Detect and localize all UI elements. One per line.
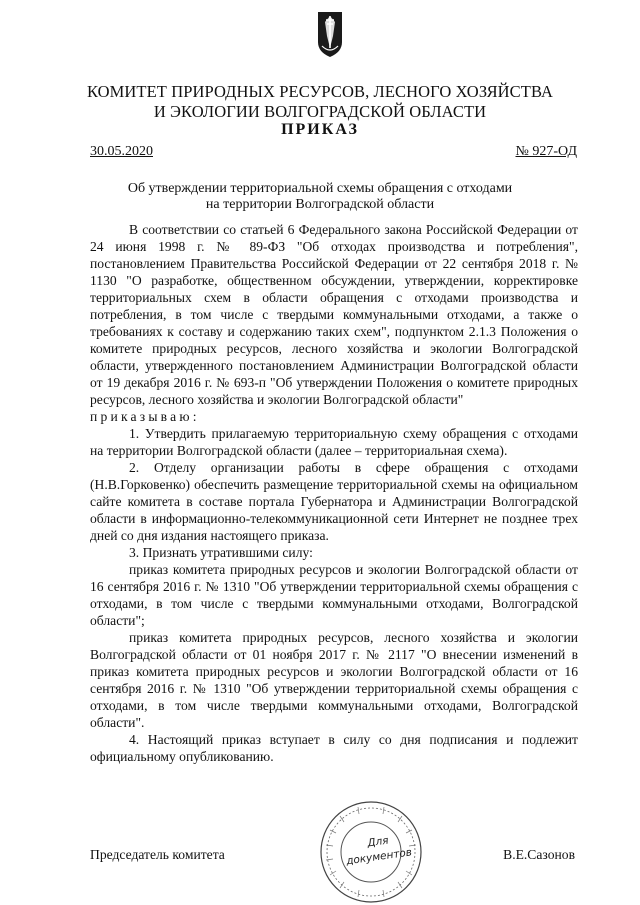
subject-line1: Об утверждении территориальной схемы обращения с отходами [127, 181, 513, 196]
signatory-position: Председатель комитета [90, 847, 225, 862]
document-type: ПРИКАЗ [281, 121, 359, 138]
organization-name-line2: И ЭКОЛОГИИ ВОЛГОГРАДСКОЙ ОБЛАСТИ [153, 102, 487, 121]
document-number: № 927-ОД [515, 144, 577, 159]
order-item-3: 3. Признать утратившими силу: [129, 545, 313, 560]
subject-line2: на территории Волгоградской области [205, 197, 435, 212]
organization-name-line1: КОМИТЕТ ПРИРОДНЫХ РЕСУРСОВ, ЛЕСНОГО ХОЗЯЙСТВА [86, 82, 554, 101]
document-body [90, 221, 578, 765]
stamp-text-line1: Для [366, 834, 390, 850]
order-item-1: 1. Утвердить прилагаемую территориальную схему обращения с отходами на территории Волгоградской области (далее – территориальная схема). [90, 426, 578, 458]
document-date: 30.05.2020 [90, 144, 153, 159]
stamp-text-line2: документов [345, 846, 413, 868]
order-item-3b: приказ комитета природных ресурсов, лесного хозяйства и экологии Волгоградской области от 01 ноября 2017 г. № 2117 "О внесении изменений в приказ комитета природных ресурсов и экологии Волгоградской области от 16 сентября 2016 г. № 1310 "Об утверждении территориальной схемы обращения с отходами, в том числе твердыми коммунальными отходами, Волгоградской области". [90, 630, 578, 730]
coat-of-arms-icon [316, 10, 344, 58]
preamble-paragraph: В соответствии со статьей 6 Федерального закона Российской Федерации от 24 июня 1998 г. № 89-ФЗ "Об отходах производства и потребления", постановлением Правительства Российской Федерации от 22 сентября 2018 г. № 1130 "О разработке, общественном обсуждении, утверждении, корректировке территориальных схем в области обращения с отходами производства и потребления, в том числе с твердыми коммунальными отходами, а также о требованиях к составу и содержанию таких схем", подпунктом 2.1.3 Положения о комитете природных ресурсов, лесного хозяйства и экологии Волгоградской области, утвержденного постановлением Администрации Волгоградской области от 19 декабря 2016 г. № 693-п "Об утверждении Положения о комитете природных ресурсов, лесного хозяйства и экологии Волгоградской области" [90, 222, 578, 407]
order-item-4: 4. Настоящий приказ вступает в силу со дня подписания и подлежит официальному опубликованию. [90, 732, 578, 764]
signatory-name: В.Е.Сазонов [503, 847, 575, 862]
order-item-2: 2. Отделу организации работы в сфере обращения с отходами (Н.В.Горковенко) обеспечить размещение территориальной схемы на официальном сайте комитета в составе портала Губернатора и Администрации Волгоградской области в информационно-телекоммуникационной сети Интернет не позднее трех дней со дня издания настоящего приказа. [90, 460, 578, 543]
order-item-3a: приказ комитета природных ресурсов и экологии Волгоградской области от 16 сентября 2016 г. № 1310 "Об утверждении территориальной схемы обращения с отходами, в том числе с твердыми коммунальными отходами, Волгоградской области"; [90, 562, 578, 628]
order-word: приказываю: [90, 409, 200, 424]
